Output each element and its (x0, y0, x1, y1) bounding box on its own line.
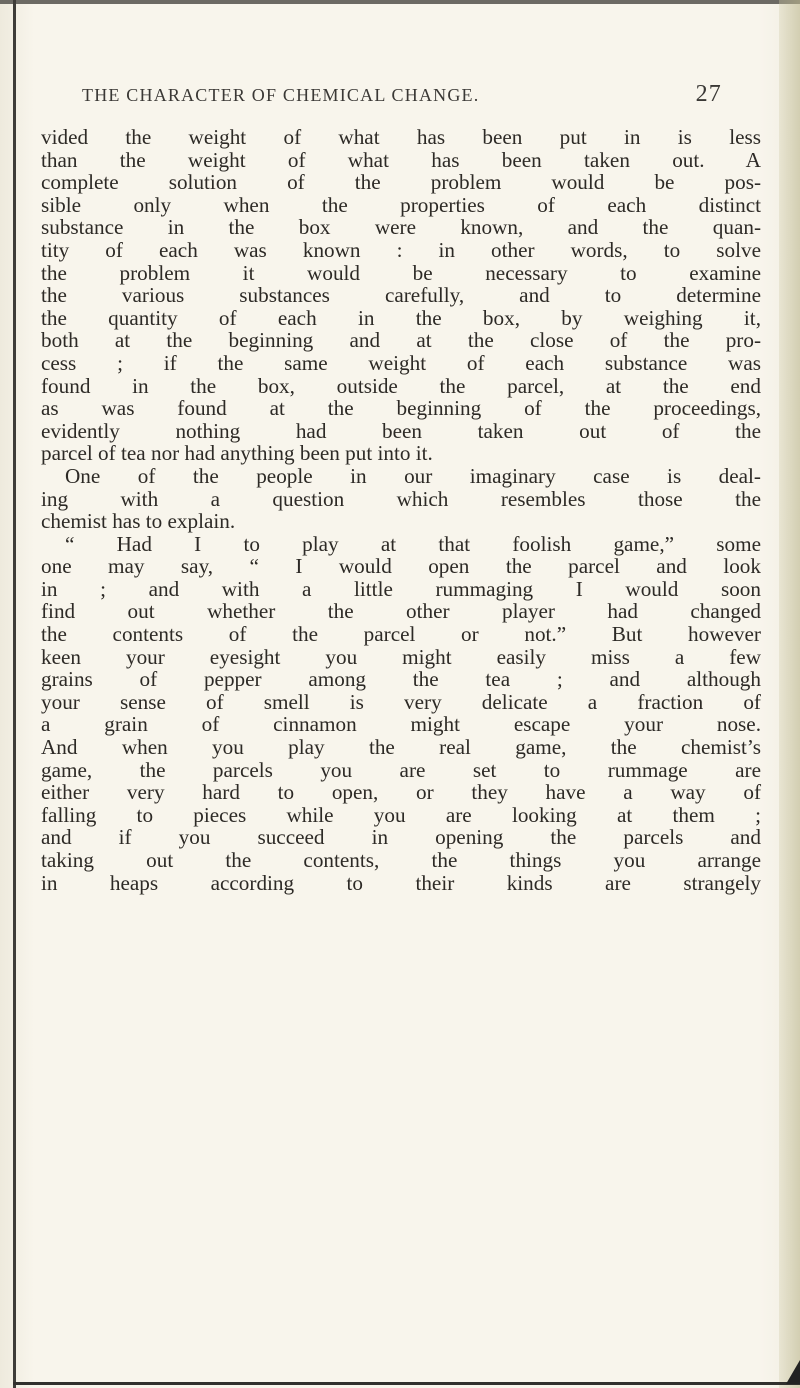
text-line: And when you play the real game, the chemist’s (41, 735, 761, 760)
page-gutter-line (13, 0, 16, 1388)
text-line: your sense of smell is very delicate a fraction of (41, 689, 761, 714)
text-line: evidently nothing had been taken out of the (41, 418, 761, 443)
text-line: grains of pepper among the tea ; and although (41, 667, 761, 692)
text-line: and if you succeed in opening the parcels and (41, 825, 761, 850)
text-line: parcel of tea nor had anything been put into it. (41, 441, 433, 466)
text-line: game, the parcels you are set to rummage are (41, 757, 761, 782)
text-line: than the weight of what has been taken out. A (41, 147, 761, 172)
text-line: cess ; if the same weight of each substance was (41, 350, 761, 375)
text-line: vided the weight of what has been put in is less (41, 125, 761, 149)
text-line: the various substances carefully, and to determine (41, 283, 761, 308)
text-line: in ; and with a little rummaging I would soon (41, 576, 761, 601)
text-line: chemist has to explain. (41, 509, 236, 534)
page-number: 27 (695, 81, 722, 107)
body-text (41, 126, 761, 894)
text-line: substance in the box were known, and the quan- (41, 215, 761, 240)
page-bottom-edge (13, 1382, 800, 1385)
text-line: keen your eyesight you might easily miss a few (41, 644, 761, 669)
text-line: the contents of the parcel or not.” But however (41, 622, 761, 647)
text-line: as was found at the beginning of the proceedings, (41, 396, 761, 421)
top-page-border (0, 0, 800, 4)
running-head-title: THE CHARACTER OF CHEMICAL CHANGE. (82, 85, 480, 105)
text-line: falling to pieces while you are looking at them ; (41, 802, 761, 827)
text-line: the quantity of each in the box, by weighing it, (41, 305, 761, 330)
text-line: in heaps according to their kinds are strangely (41, 870, 761, 895)
text-line: found in the box, outside the parcel, at the end (41, 373, 761, 398)
text-line: the problem it would be necessary to examine (41, 260, 761, 285)
text-line: sible only when the properties of each distinct (41, 192, 761, 217)
text-line: One of the people in our imaginary case is deal- (65, 463, 761, 488)
running-head (82, 81, 722, 115)
text-line: ing with a question which resembles those the (41, 486, 761, 511)
text-line: a grain of cinnamon might escape your nose. (41, 712, 761, 737)
page-edge-shadow (779, 0, 800, 1388)
text-line: both at the beginning and at the close of the pro- (41, 328, 761, 353)
text-line: find out whether the other player had changed (41, 599, 761, 624)
text-line: taking out the contents, the things you arrange (41, 848, 761, 872)
text-line: “ Had I to play at that foolish game,” some (65, 531, 761, 556)
text-line: either very hard to open, or they have a way of (41, 780, 761, 805)
text-line: one may say, “ I would open the parcel and look (41, 554, 761, 579)
text-line: tity of each was known : in other words, to solve (41, 237, 761, 262)
text-line: complete solution of the problem would be pos- (41, 170, 761, 195)
